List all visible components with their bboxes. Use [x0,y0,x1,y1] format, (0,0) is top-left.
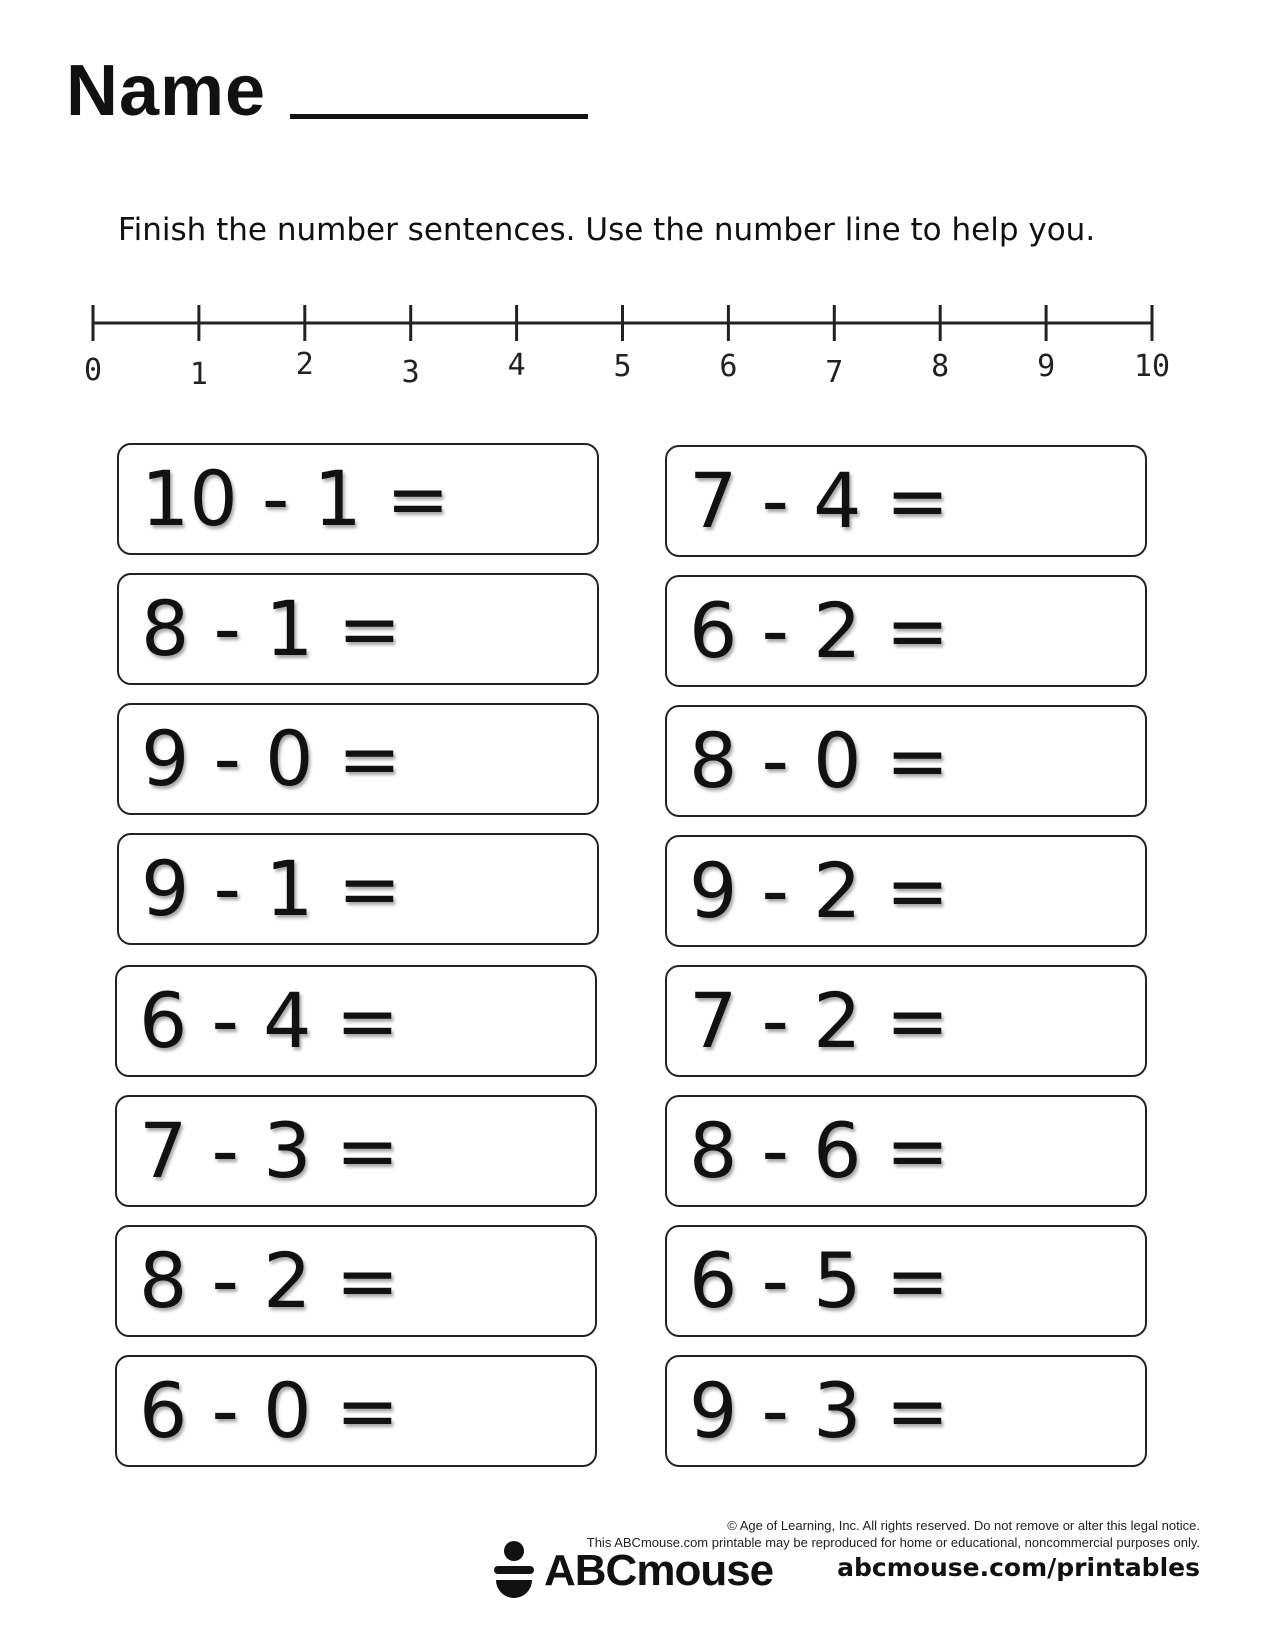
abcmouse-logo[interactable] [492,1540,773,1602]
problem-box[interactable] [115,1225,597,1337]
number-line-label: 4 [507,348,526,383]
mouse-figure-icon [492,1540,536,1602]
problem-text: 6 - 5 = [689,1236,950,1325]
copyright-text: © Age of Learning, Inc. All rights reserved. Do not remove or alter this legal notice. [727,1518,1200,1533]
problem-box[interactable] [117,833,599,945]
name-row [66,51,588,131]
printables-url[interactable]: abcmouse.com/printables [837,1553,1200,1582]
problem-text: 8 - 1 = [141,584,402,673]
problem-text: 9 - 2 = [689,846,950,935]
logo-text: ABCmouse [544,1546,774,1595]
problem-text: 9 - 1 = [141,844,402,933]
name-blank-line[interactable] [290,114,588,119]
problem-text: 8 - 0 = [689,716,950,805]
problem-box[interactable] [665,1225,1147,1337]
number-line-graphic [0,290,1275,400]
number-line-label: 3 [401,355,420,390]
problem-text: 6 - 0 = [139,1366,400,1455]
number-line-label: 0 [83,353,103,388]
problem-box[interactable] [665,835,1147,947]
problem-box[interactable] [117,443,599,555]
problem-box[interactable] [665,1095,1147,1207]
number-line-label: 1 [189,357,208,392]
number-line-label: 9 [1037,349,1056,384]
number-line-label: 2 [295,347,314,382]
problem-text: 8 - 2 = [139,1236,400,1325]
problem-box[interactable] [665,445,1147,557]
number-line-label: 7 [825,355,844,390]
number-line-label: 5 [613,349,632,384]
problem-text: 6 - 2 = [689,586,950,675]
problem-text: 10 - 1 = [141,454,450,543]
problem-box[interactable] [117,573,599,685]
problem-box[interactable] [665,575,1147,687]
number-line-label: 8 [931,349,950,384]
problem-box[interactable] [665,1355,1147,1467]
problem-box[interactable] [115,1355,597,1467]
number-line-label: 6 [719,349,738,384]
number-line-label: 10 [1133,349,1171,384]
problem-box[interactable] [665,705,1147,817]
problem-text: 6 - 4 = [139,976,400,1065]
problem-box[interactable] [117,703,599,815]
problem-text: 7 - 2 = [689,976,950,1065]
problem-text: 9 - 3 = [689,1366,950,1455]
number-line [0,290,1275,404]
problem-text: 9 - 0 = [141,714,402,803]
problem-box[interactable] [115,1095,597,1207]
problem-text: 8 - 6 = [689,1106,950,1195]
problem-text: 7 - 4 = [689,456,950,545]
name-label: Name [66,51,267,131]
problem-text: 7 - 3 = [139,1106,400,1195]
problem-box[interactable] [115,965,597,1077]
problem-box[interactable] [665,965,1147,1077]
usage-text: This ABCmouse.com printable may be reproduced for home or educational, noncommercial purposes only. [586,1535,1200,1550]
instructions: Finish the number sentences. Use the number line to help you. [118,212,1096,248]
